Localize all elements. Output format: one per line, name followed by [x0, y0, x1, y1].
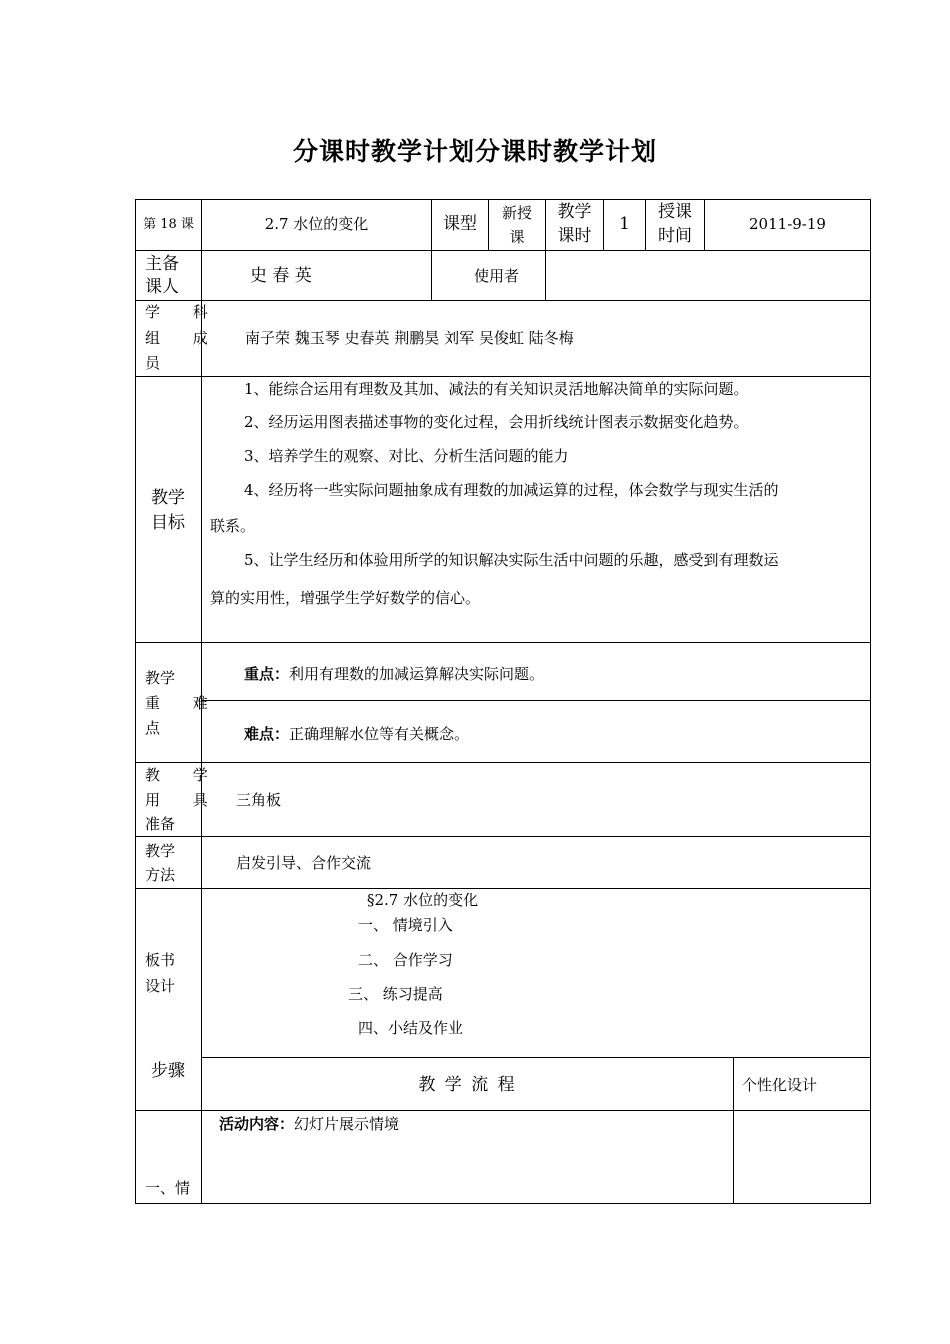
members-label-line1: 学 科 [145, 303, 222, 321]
key-point [244, 664, 544, 684]
type-label: 课型 [443, 214, 477, 234]
objectives-label-line1: 教学 [151, 488, 185, 508]
keypoints-label-line1: 教学 [145, 669, 176, 687]
tools-label-line3: 准备 [145, 815, 176, 833]
type-value-line2: 课 [509, 228, 525, 246]
tools-label-line2: 用 具 [145, 791, 222, 809]
members-label-line3: 员 [145, 354, 161, 372]
objectives-label-line2: 目标 [151, 513, 185, 533]
board-line: 三、 练习提高 [348, 985, 443, 1003]
method-label-line2: 方法 [145, 866, 176, 884]
flow-label: 教 学 流 程 [418, 1075, 517, 1095]
board-line: §2.7 水位的变化 [367, 891, 479, 909]
tools-value: 三角板 [236, 791, 282, 809]
activity-content [219, 1114, 399, 1134]
objective-item: 4、经历将一些实际问题抽象成有理数的加减运算的过程，体会数学与现实生活的 [244, 481, 779, 499]
method-label-line1: 教学 [145, 842, 176, 860]
objective-item: 2、经历运用图表描述事物的变化过程，会用折线统计图表示数据变化趋势。 [244, 413, 749, 431]
preparer-label-line1: 主备 [145, 254, 179, 274]
objective-item: 算的实用性，增强学生学好数学的信心。 [210, 589, 481, 607]
preparer-name: 史 春 英 [250, 266, 312, 286]
time-label-line2: 时间 [658, 226, 692, 246]
hours-label-line2: 课时 [557, 226, 592, 246]
activity-text: 幻灯片展示情境 [294, 1115, 400, 1133]
lesson-name: 2.7 水位的变化 [264, 215, 369, 233]
objective-item: 5、让学生经历和体验用所学的知识解决实际生活中问题的乐趣，感受到有理数运 [244, 551, 779, 569]
tools-label-line1: 教 学 [145, 766, 222, 784]
board-label-line2: 设计 [145, 977, 176, 995]
difficult-point [244, 724, 469, 744]
lesson-number: 第 18 课 [143, 217, 194, 232]
activity-label: 活动内容： [219, 1115, 295, 1133]
difficult-point-text: 正确理解水位等有关概念。 [289, 725, 470, 743]
keypoints-label-line2: 重 难 [145, 694, 222, 712]
user-label: 使用者 [474, 267, 520, 285]
objective-item: 1、能综合运用有理数及其加、减法的有关知识灵活地解决简单的实际问题。 [244, 380, 749, 398]
key-point-text: 利用有理数的加减运算解决实际问题。 [289, 665, 545, 683]
objective-item: 3、培养学生的观察、对比、分析生活问题的能力 [244, 447, 569, 465]
members-names: 南子荣 魏玉琴 史春英 荆鹏昊 刘军 吴俊虹 陆冬梅 [245, 329, 574, 347]
page-title: 分课时教学计划分课时教学计划 [292, 137, 657, 166]
method-value: 启发引导、合作交流 [236, 854, 372, 872]
board-line: 四、小结及作业 [358, 1019, 464, 1037]
lesson-date: 2011-9-19 [749, 215, 826, 233]
board-line: 一、 情境引入 [358, 916, 453, 934]
members-label-line2: 组 成 [145, 329, 222, 347]
hours-value: 1 [619, 214, 630, 234]
time-label-line1: 授课 [658, 202, 692, 222]
keypoints-label-line3: 点 [145, 719, 161, 737]
preparer-label-line2: 课人 [145, 277, 179, 297]
board-line: 二、 合作学习 [358, 951, 453, 969]
board-label-line1: 板书 [145, 951, 176, 969]
first-step-label: 一、情 [145, 1179, 191, 1197]
steps-label: 步骤 [151, 1061, 185, 1081]
key-point-label: 重点： [244, 665, 290, 683]
personal-design-label: 个性化设计 [742, 1076, 818, 1094]
type-value-line1: 新授 [501, 204, 532, 222]
objective-item: 联系。 [210, 517, 256, 535]
hours-label-line1: 教学 [557, 202, 592, 222]
difficult-point-label: 难点： [244, 725, 290, 743]
